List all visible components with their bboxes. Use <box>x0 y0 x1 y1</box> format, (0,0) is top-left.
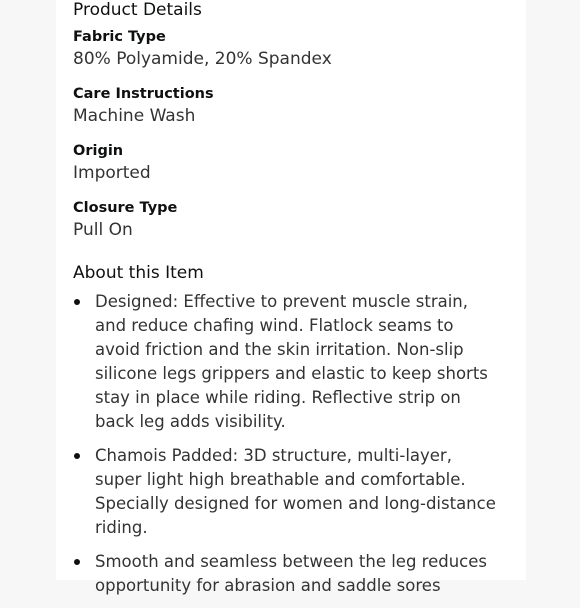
detail-value: Machine Wash <box>73 106 196 126</box>
detail-value: Imported <box>73 163 151 183</box>
detail-closure-type <box>73 198 503 242</box>
detail-fabric-type <box>73 27 503 71</box>
detail-value: Pull On <box>73 220 133 240</box>
detail-label: Fabric Type <box>73 29 166 45</box>
detail-value: 80% Polyamide, 20% Spandex <box>73 49 332 69</box>
bullet-item-designed <box>73 290 503 434</box>
detail-label: Origin <box>73 143 124 159</box>
about-item-heading: About this Item <box>73 263 204 283</box>
product-details-heading: Product Details <box>73 0 202 20</box>
bullet-dot-icon <box>74 559 80 565</box>
product-info-card <box>56 0 526 595</box>
about-item-bullet-list <box>73 290 503 598</box>
detail-label: Care Instructions <box>73 86 214 102</box>
product-info-content <box>73 0 503 608</box>
bullet-dot-icon <box>74 453 80 459</box>
detail-origin <box>73 141 503 185</box>
bullet-dot-icon <box>74 299 80 305</box>
bullet-text: Designed: Effective to prevent muscle strain, and reduce chafing wind. Flatlock seams to avoid friction and the skin irritation. Non-slip silicone legs grippers and elastic to keep shorts stay in place while riding. Reflective strip on back leg adds visibility. <box>95 292 488 431</box>
bullet-text: Smooth and seamless between the leg reduces opportunity for abrasion and saddle sores <box>95 552 487 595</box>
detail-label: Closure Type <box>73 200 178 216</box>
bullet-item-seamless <box>73 550 503 598</box>
bullet-text: Chamois Padded: 3D structure, multi-layer, super light high breathable and comfortable. Specially designed for women and long-distance riding. <box>95 446 496 537</box>
bullet-item-chamois <box>73 444 503 540</box>
detail-care-instructions <box>73 84 503 128</box>
